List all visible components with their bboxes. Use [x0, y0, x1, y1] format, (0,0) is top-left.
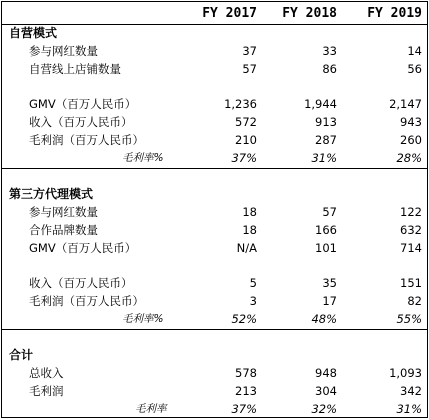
header-row	[2, 5, 427, 23]
financial-table	[1, 1, 428, 418]
section-separator	[2, 168, 427, 169]
section-separator	[2, 329, 427, 330]
table-row: GMV（百万人民币） 1,236 1,944 2,147	[29, 97, 422, 111]
table-row: 总收入 578 948 1,093	[29, 366, 422, 380]
table-row: 参与网红数量 18 57 122	[29, 205, 422, 219]
margin-row: 毛利率% 37% 31% 28%	[122, 151, 422, 165]
table-row: 毛利润 213 304 342	[29, 384, 422, 398]
table-row: GMV（百万人民币） N/A 101 714	[29, 241, 422, 255]
table-row: 毛利润（百万人民币） 3 17 82	[29, 294, 422, 308]
table-row: 自营线上店铺数量 57 86 56	[29, 62, 422, 76]
table-row: 毛利润（百万人民币） 210 287 260	[29, 133, 422, 147]
section-title-third: 第三方代理模式	[9, 187, 94, 201]
col-header-fy2018: FY 2018	[282, 6, 337, 21]
col-header-fy2019: FY 2019	[367, 6, 422, 21]
margin-row: 毛利率 37% 32% 31%	[135, 402, 422, 416]
table-row: 参与网红数量 37 33 14	[29, 44, 422, 58]
margin-row: 毛利率% 52% 48% 55%	[122, 312, 422, 326]
table-row: 合作品牌数量 18 166 632	[29, 223, 422, 237]
col-header-fy2017: FY 2017	[202, 6, 257, 21]
table-row: 收入（百万人民币） 5 35 151	[29, 276, 422, 290]
section-title-total: 合计	[9, 348, 34, 362]
table-row: 收入（百万人民币） 572 913 943	[29, 115, 422, 129]
section-title-self: 自营模式	[9, 26, 58, 40]
